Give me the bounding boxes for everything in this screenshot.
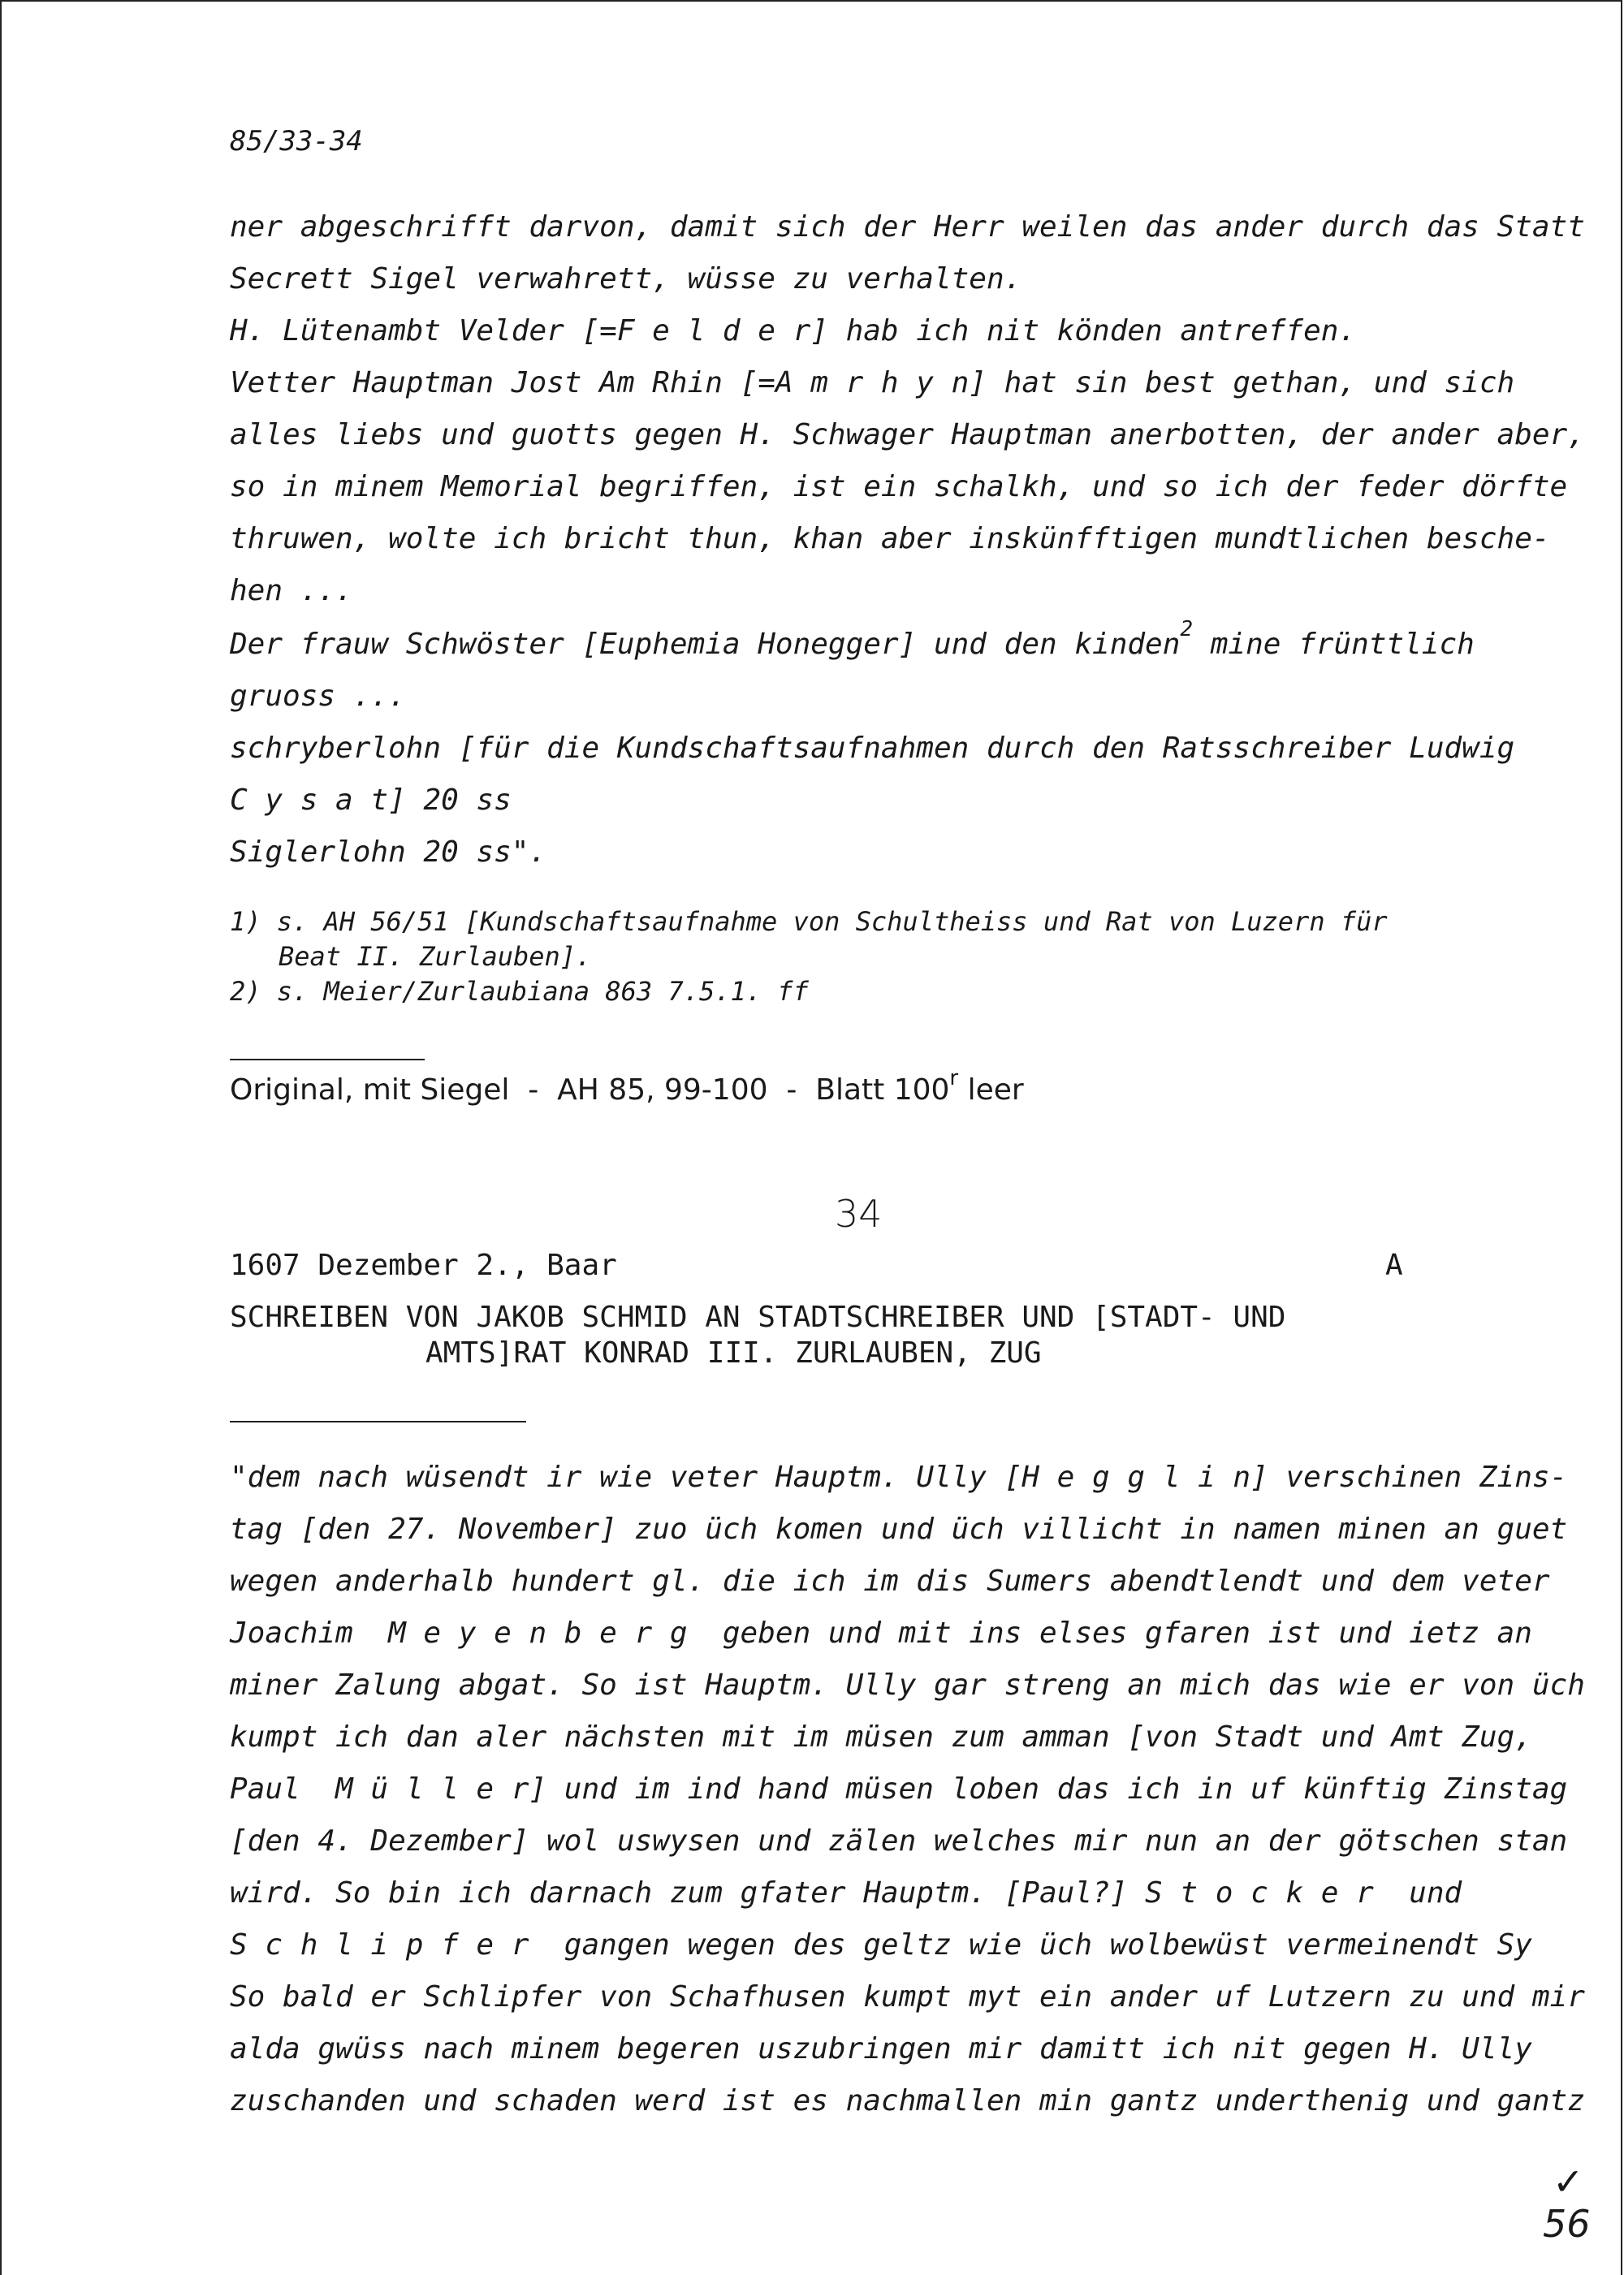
letter-code: A bbox=[1385, 1249, 1403, 1282]
recto-sup: r bbox=[949, 1066, 959, 1090]
check-mark-icon: ✓ bbox=[1553, 2160, 1584, 2204]
greeting-text: Der frauw Schwöster [Euphemia Honegger] und den kinden bbox=[230, 628, 1181, 661]
text-line: ner abgeschrifft darvon, damit sich der Herr weilen das ander durch das Statt bbox=[230, 210, 1585, 244]
original-note-end: leer bbox=[958, 1073, 1024, 1107]
body-line: kumpt ich dan aler nächsten mit im müsen zum amman [von Stadt und Amt Zug, bbox=[230, 1720, 1532, 1754]
body-line: [den 4. Dezember] wol uswysen und zälen welches mir nun an der götschen stan bbox=[230, 1824, 1568, 1858]
document-number: 34 bbox=[835, 1192, 883, 1236]
text-line: hen ... bbox=[230, 574, 353, 607]
body-line: So bald er Schlipfer von Schafhusen kumpt myt ein ander uf Lutzern zu und mir bbox=[230, 1980, 1585, 2014]
page-folio-mark: 56 bbox=[1543, 2202, 1591, 2246]
body-line: Paul M ü l l e r] und im ind hand müsen loben das ich in uf künftig Zinstag bbox=[230, 1772, 1568, 1806]
separator-rule bbox=[230, 1059, 425, 1060]
body-line: S c h l i p f e r gangen wegen des geltz wie üch wolbewüst vermeinendt Sy bbox=[230, 1928, 1532, 1962]
body-line: wegen anderhalb hundert gl. die ich im dis Sumers abendtlendt und dem veter bbox=[230, 1565, 1550, 1598]
text-line: Vetter Hauptman Jost Am Rhin [=A m r h y n] hat sin best gethan, und sich bbox=[230, 366, 1515, 399]
body-line: miner Zalung abgat. So ist Hauptm. Ully gar streng an mich das wie er von üch bbox=[230, 1668, 1585, 1702]
body-line: zuschanden und schaden werd ist es nachmallen min gantz underthenig und gantz bbox=[230, 2084, 1585, 2117]
date-place: 1607 Dezember 2., Baar bbox=[230, 1249, 617, 1282]
body-line: tag [den 27. November] zuo üch komen und üch villicht in namen minen an guet bbox=[230, 1513, 1568, 1546]
text-line: schryberlohn [für die Kundschaftsaufnahmen durch den Ratsschreiber Ludwig bbox=[230, 732, 1515, 765]
text-line: thruwen, wolte ich bricht thun, khan aber inskünfftigen mundtlichen besche- bbox=[230, 522, 1550, 555]
original-note bbox=[230, 1066, 1024, 1107]
greeting-line bbox=[230, 617, 1475, 665]
text-line: Siglerlohn 20 ss". bbox=[230, 835, 547, 869]
greeting-text-end: mine frünttlich bbox=[1193, 628, 1475, 661]
text-line: Secrett Sigel verwahrett, wüsse zu verhalten. bbox=[230, 262, 1022, 296]
text-line: alles liebs und guotts gegen H. Schwager Hauptman anerbotten, der ander aber, bbox=[230, 418, 1585, 451]
footnote-1-cont: Beat II. Zurlauben]. bbox=[279, 941, 592, 972]
original-note-text: Original, mit Siegel - AH 85, 99-100 - Blatt 100 bbox=[230, 1073, 950, 1107]
body-line: wird. So bin ich darnach zum gfater Hauptm. [Paul?] S t o c k e r und bbox=[230, 1876, 1462, 1910]
body-line: "dem nach wüsendt ir wie veter Hauptm. Ully [H e g g l i n] verschinen Zins- bbox=[230, 1461, 1568, 1494]
text-line: so in minem Memorial begriffen, ist ein schalkh, und so ich der feder dörfte bbox=[230, 470, 1568, 503]
document-reference: 85/33-34 bbox=[230, 125, 363, 158]
body-line: alda gwüss nach minem begeren uszubringen mir damitt ich nit gegen H. Ully bbox=[230, 2032, 1532, 2066]
document-title-cont: AMTS]RAT KONRAD III. ZURLAUBEN, ZUG bbox=[425, 1336, 1042, 1370]
document-title: SCHREIBEN VON JAKOB SCHMID AN STADTSCHREIBER UND [STADT- UND bbox=[230, 1301, 1286, 1334]
footnote-2: 2) s. Meier/Zurlaubiana 863 7.5.1. ff bbox=[230, 976, 809, 1007]
body-line: Joachim M e y e n b e r g geben und mit ins elses gfaren ist und ietz an bbox=[230, 1617, 1532, 1650]
text-line: H. Lütenambt Velder [=F e l d e r] hab ich nit könden antreffen. bbox=[230, 314, 1357, 348]
footnote-1: 1) s. AH 56/51 [Kundschaftsaufnahme von Schultheiss und Rat von Luzern für bbox=[230, 906, 1388, 937]
text-line: C y s a t] 20 ss bbox=[230, 784, 512, 817]
title-rule bbox=[230, 1421, 526, 1422]
footnote-ref-2: 2 bbox=[1180, 617, 1194, 641]
text-line: gruoss ... bbox=[230, 680, 406, 713]
